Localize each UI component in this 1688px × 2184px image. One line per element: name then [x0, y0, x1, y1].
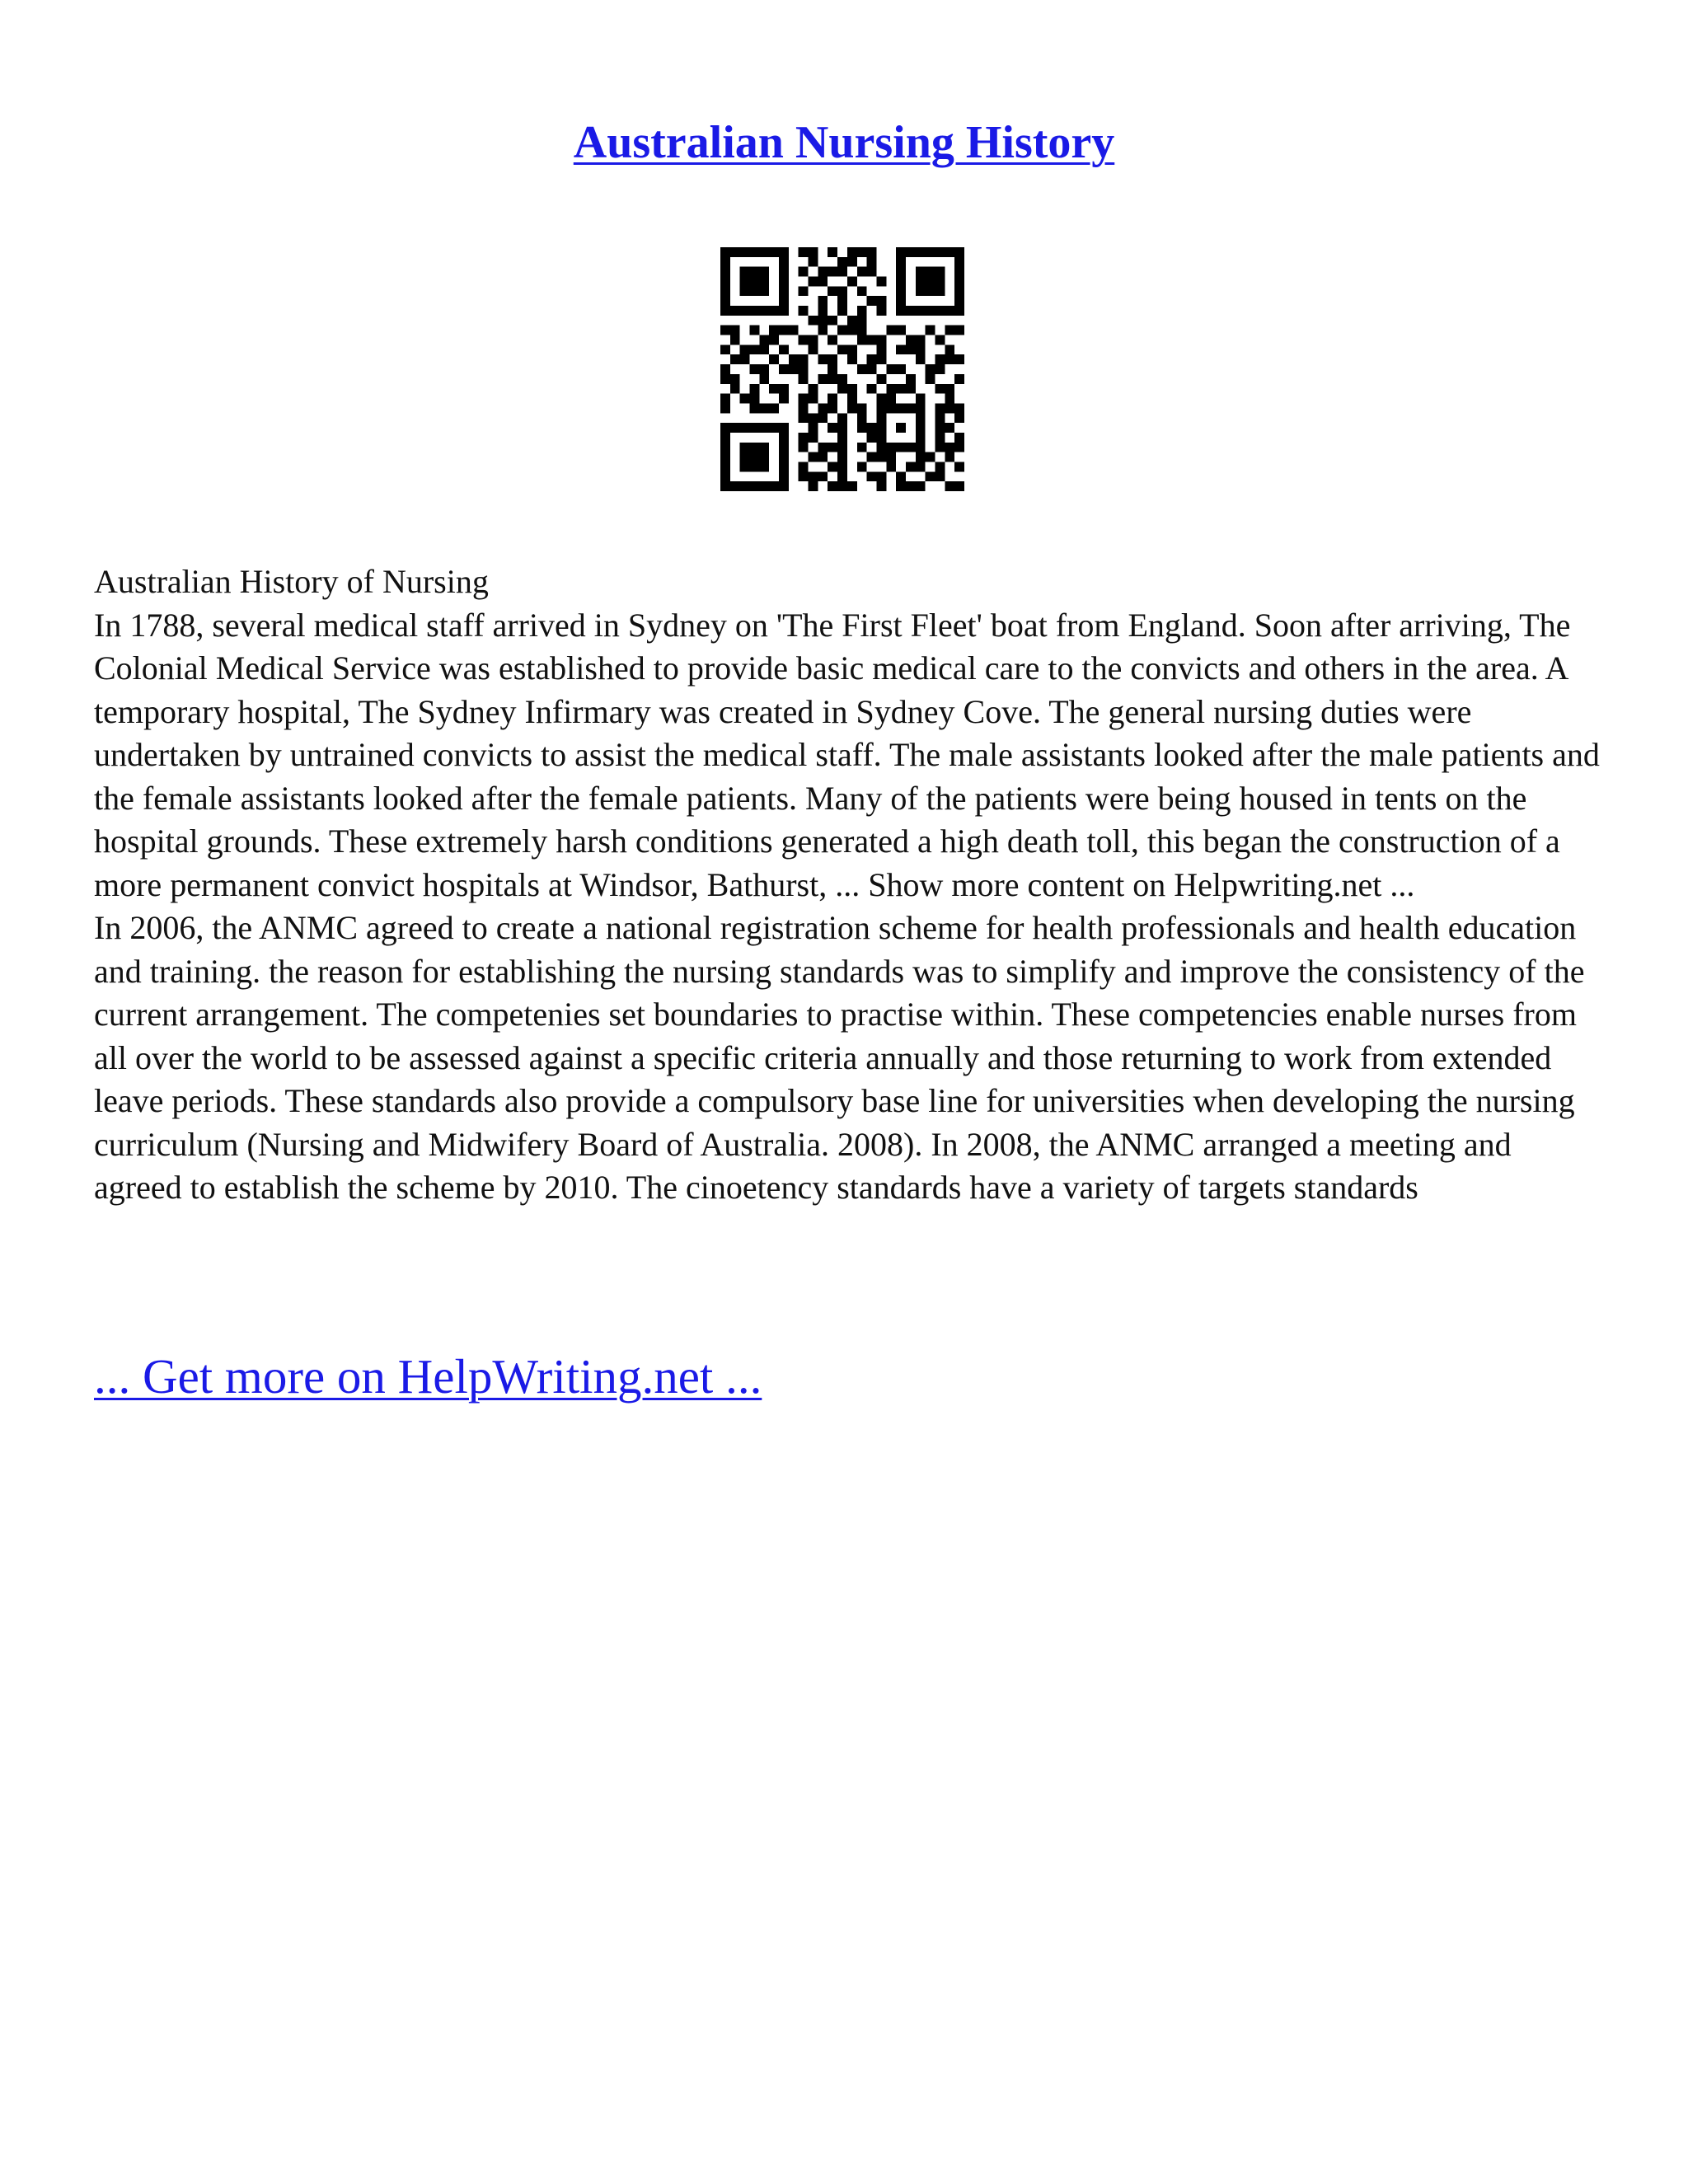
article-body [94, 560, 1602, 1210]
qr-code-icon [720, 247, 964, 491]
paragraph-1: In 1788, several medical staff arrived in Sydney on 'The First Fleet' boat from England. Soon after arriving, The Colonial Medical Service was established to provide basic medical care to the convicts and others in the area. A temporary hospital, The Sydney Infirmary was created in Sydney Cove. The general nursing duties were undertaken by untrained convicts to assist the medical staff. The male assistants looked after the male patients and the female assistants looked after the female patients. Many of the patients were being housed in tents on the hospital grounds. These extremely harsh conditions generated a high death toll, this began the construction of a more permanent convict hospitals at Windsor, Bathurst, ... Show more content on Helpwriting.net ... [94, 606, 1600, 903]
get-more-link[interactable]: ... Get more on HelpWriting.net ... [94, 1349, 762, 1404]
intro-heading: Australian History of Nursing [94, 563, 489, 600]
title-link[interactable]: Australian Nursing History [573, 117, 1115, 168]
get-more-link-container [94, 1347, 762, 1405]
paragraph-2: In 2006, the ANMC agreed to create a national registration scheme for health professionals and health education and training. the reason for establishing the nursing standards was to simplify and improve the consistency of the current arrangement. The competenies set boundaries to practise within. These competencies enable nurses from all over the world to be assessed against a specific criteria annually and those returning to work from extended leave periods. These standards also provide a compulsory base line for universities when developing the nursing curriculum (Nursing and Midwifery Board of Australia. 2008). In 2008, the ANMC arranged a meeting and agreed to establish the scheme by 2010. The cinoetency standards have a variety of targets standards [94, 909, 1585, 1206]
page-title [0, 114, 1688, 171]
